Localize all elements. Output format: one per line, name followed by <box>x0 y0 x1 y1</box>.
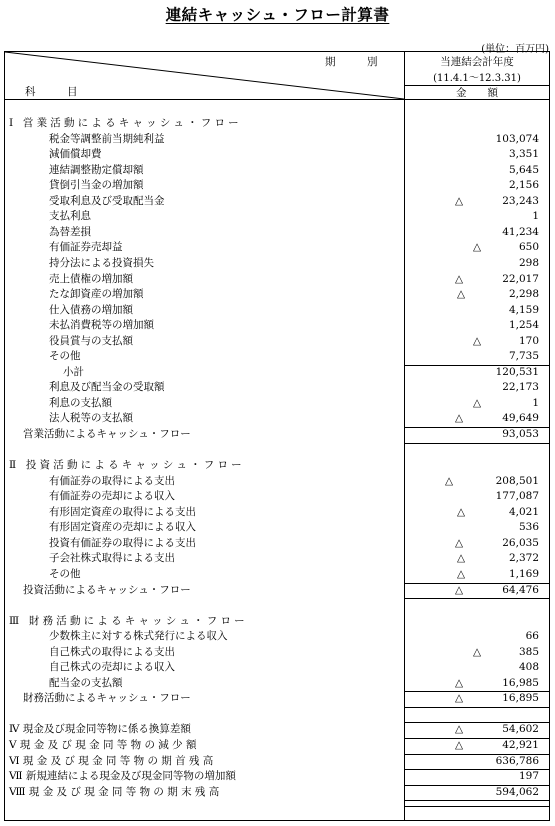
row-value: 1,254 <box>508 319 539 332</box>
row-label: 利息の支払額 <box>49 396 112 409</box>
row-label: 子会社株式取得による支出 <box>49 552 175 565</box>
row-label: 連結調整勘定償却額 <box>49 163 144 176</box>
row-label: 投資活動によるキャッシュ・フロー <box>23 583 191 596</box>
row-label: Ⅲ 財務活動によるキャッシュ・フロー <box>9 614 248 627</box>
line-item <box>5 567 549 583</box>
negative-mark: △ <box>455 272 464 285</box>
section-total-row <box>5 583 549 599</box>
row-value: 16,895 <box>502 692 539 705</box>
negative-mark: △ <box>473 241 482 254</box>
row-label: 仕入債務の増加額 <box>49 303 133 316</box>
line-item <box>5 380 549 396</box>
line-item <box>5 194 549 210</box>
line-item <box>5 396 549 412</box>
row-label: 配当金の支払額 <box>49 676 123 689</box>
negative-mark: △ <box>455 692 464 705</box>
negative-mark: △ <box>457 505 466 518</box>
summary-row <box>5 754 549 770</box>
row-value: 7,735 <box>508 350 539 363</box>
line-item <box>5 474 549 490</box>
line-item <box>5 536 549 552</box>
row-label: 税金等調整前当期純利益 <box>49 132 165 145</box>
section-heading <box>5 458 549 474</box>
row-value: 4,021 <box>508 505 539 518</box>
section-total-row <box>5 691 549 707</box>
row-value: 170 <box>518 334 539 347</box>
negative-mark: △ <box>457 567 466 580</box>
cash-flow-table <box>4 51 550 821</box>
row-value: 5,645 <box>508 163 539 176</box>
line-item <box>5 287 549 303</box>
negative-mark: △ <box>473 334 482 347</box>
row-label: 法人税等の支払額 <box>49 412 133 425</box>
row-value: 4,159 <box>508 303 539 316</box>
row-label: Ⅰ 営業活動によるキャッシュ・フロー <box>9 117 242 129</box>
section-total-row <box>5 427 549 443</box>
row-value: 408 <box>518 661 539 674</box>
row-label: 減価償却費 <box>49 148 102 161</box>
line-item <box>5 629 549 645</box>
unit-note: (単位：百万円) <box>481 44 549 55</box>
row-value: 23,243 <box>502 194 539 207</box>
line-item <box>5 645 549 661</box>
row-value: 66 <box>525 630 539 643</box>
row-value: 120,531 <box>495 365 539 378</box>
row-label: その他 <box>49 350 81 363</box>
line-item <box>5 163 549 179</box>
negative-mark: △ <box>455 739 464 751</box>
row-label: その他 <box>49 567 81 580</box>
row-label: 少数株主に対する株式発行による収入 <box>49 630 228 643</box>
line-item <box>5 147 549 163</box>
line-item <box>5 551 549 567</box>
row-value: 2,372 <box>508 552 539 565</box>
row-rule <box>404 707 549 708</box>
line-item <box>5 132 549 148</box>
row-value: 103,074 <box>495 132 539 145</box>
row-label: Ⅱ 投資活動によるキャッシュ・フロー <box>9 459 245 472</box>
negative-mark: △ <box>455 536 464 549</box>
row-value: 54,602 <box>502 723 539 736</box>
row-value: 636,786 <box>495 754 539 767</box>
subtotal-row <box>5 365 549 381</box>
row-value: 2,156 <box>508 179 539 192</box>
amount-label: 金 額 <box>456 87 498 99</box>
negative-mark: △ <box>473 396 482 409</box>
row-label: たな卸資産の増加額 <box>49 288 144 301</box>
row-label: Ⅵ 現 金 及 び 現 金 同 等 物 の 期 首 残 高 <box>9 754 214 767</box>
line-item <box>5 676 549 692</box>
row-rule <box>404 598 549 599</box>
negative-mark: △ <box>455 723 464 736</box>
period-label: 期 別 <box>325 56 378 68</box>
item-label: 科 目 <box>25 86 78 98</box>
row-label: 営業活動によるキャッシュ・フロー <box>23 428 191 440</box>
line-item <box>5 303 549 319</box>
row-label: 投資有価証券の取得による支出 <box>49 536 196 549</box>
row-value: 208,501 <box>495 474 539 487</box>
line-item <box>5 225 549 241</box>
section-heading <box>5 116 549 132</box>
row-label: Ⅷ 現 金 及 び 現 金 同 等 物 の 期 末 残 高 <box>9 785 220 798</box>
row-label: 支払利息 <box>49 210 91 223</box>
row-label: 貸倒引当金の増加額 <box>49 179 144 192</box>
row-value: 177,087 <box>495 490 539 503</box>
row-label: 有価証券売却益 <box>49 241 123 254</box>
row-label: 為替差損 <box>49 225 91 238</box>
line-item <box>5 209 549 225</box>
row-value: 1 <box>532 396 539 409</box>
negative-mark: △ <box>457 552 466 565</box>
negative-mark: △ <box>455 583 464 596</box>
line-item <box>5 660 549 676</box>
summary-row <box>5 785 549 801</box>
summary-row <box>5 722 549 738</box>
negative-mark: △ <box>445 474 454 487</box>
row-value: 16,985 <box>502 676 539 689</box>
row-value: 298 <box>518 256 539 269</box>
row-label: 自己株式の取得による支出 <box>49 645 175 658</box>
row-value: 197 <box>518 770 539 783</box>
negative-mark: △ <box>455 194 464 207</box>
negative-mark: △ <box>455 412 464 425</box>
row-value: 42,921 <box>502 739 539 751</box>
line-item <box>5 520 549 536</box>
row-value: 41,234 <box>502 225 539 238</box>
period-name: 当連結会計年度 <box>440 56 514 68</box>
row-value: 64,476 <box>502 583 539 596</box>
negative-mark: △ <box>457 288 466 301</box>
summary-row <box>5 738 549 754</box>
row-value: 3,351 <box>508 148 539 161</box>
row-value: 22,173 <box>502 381 539 394</box>
row-rule <box>404 806 549 807</box>
row-value: 93,053 <box>502 428 539 440</box>
period-range: (11.4.1～12.3.31) <box>433 73 521 84</box>
row-label: Ⅴ 現 金 及 び 現 金 同 等 物 の 減 少 額 <box>9 739 197 751</box>
row-label: 有価証券の取得による支出 <box>49 474 175 487</box>
row-label: Ⅳ 現金及び現金同等物に係る換算差額 <box>9 723 191 736</box>
negative-mark: △ <box>473 645 482 658</box>
line-item <box>5 489 549 505</box>
row-rule <box>404 443 549 444</box>
row-label: 小計 <box>63 365 84 378</box>
row-value: 49,649 <box>502 412 539 425</box>
row-value: 22,017 <box>502 272 539 285</box>
row-label: 自己株式の売却による収入 <box>49 661 175 674</box>
row-label: Ⅶ 新規連結による現金及び現金同等物の増加額 <box>9 770 236 783</box>
line-item <box>5 178 549 194</box>
line-item <box>5 318 549 334</box>
line-item <box>5 240 549 256</box>
line-item <box>5 505 549 521</box>
row-rule <box>404 800 549 801</box>
row-label: 財務活動によるキャッシュ・フロー <box>23 692 191 705</box>
negative-mark: △ <box>455 676 464 689</box>
row-value: 2,298 <box>508 288 539 301</box>
line-item <box>5 411 549 427</box>
row-label: 有形固定資産の取得による支出 <box>49 505 196 518</box>
row-label: 未払消費税等の増加額 <box>49 319 154 332</box>
row-label: 利息及び配当金の受取額 <box>49 381 165 394</box>
page-title: 連結キャッシュ・フロー計算書 <box>165 5 390 24</box>
row-label: 売上債権の増加額 <box>49 272 133 285</box>
row-value: 1 <box>532 210 539 223</box>
row-value: 1,169 <box>508 567 539 580</box>
line-item <box>5 334 549 350</box>
row-value: 536 <box>518 521 539 534</box>
row-value: 26,035 <box>502 536 539 549</box>
row-value: 594,062 <box>495 785 539 798</box>
row-label: 役員賞与の支払額 <box>49 334 133 347</box>
row-value: 385 <box>518 645 539 658</box>
row-label: 受取利息及び受取配当金 <box>49 194 165 207</box>
line-item <box>5 349 549 365</box>
line-item <box>5 272 549 288</box>
summary-row <box>5 769 549 785</box>
row-label: 持分法による投資損失 <box>49 256 154 269</box>
row-label: 有形固定資産の売却による収入 <box>49 521 196 534</box>
row-label: 有価証券の売却による収入 <box>49 490 175 503</box>
section-heading <box>5 614 549 630</box>
line-item <box>5 256 549 272</box>
row-value: 650 <box>518 241 539 254</box>
